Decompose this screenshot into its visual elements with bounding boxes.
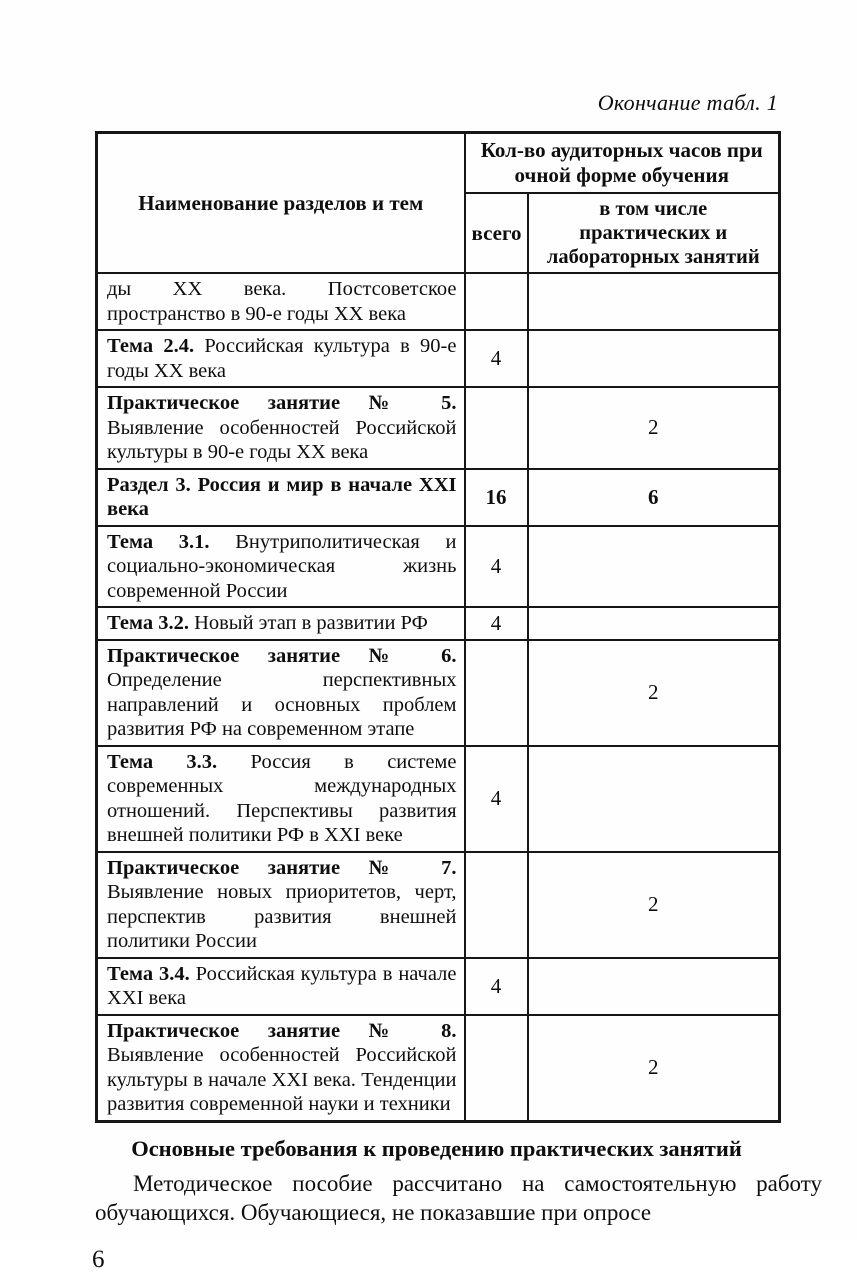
row-title-cell [97, 640, 465, 746]
table-header [97, 133, 780, 274]
row-title-lead: Практическое занятие № 7. [107, 856, 457, 879]
row-title-lead: Тема 2.4. [107, 335, 195, 357]
table-row [97, 958, 780, 1015]
row-title-lead: Практическое занятие № 5. [107, 392, 457, 414]
row-title-cell [97, 273, 465, 330]
row-title-cell [97, 469, 465, 526]
table-row [97, 746, 780, 852]
row-title-text: Внутриполитическая и социально-экономическая жизнь современной России [107, 530, 457, 602]
row-practical-hours: 2 [528, 1015, 780, 1122]
row-practical-hours [528, 330, 780, 387]
row-title-text: Выявление новых приоритетов, черт, перспектив развития внешней политики России [107, 881, 457, 952]
table-continuation-caption: Окончание табл. 1 [597, 90, 778, 115]
row-title-text: ды XX века. Постсоветское пространство в 90-е годы XX века [107, 278, 457, 325]
column-header-hours-group: Кол-во аудиторных часов при очной форме обучения [465, 133, 780, 194]
row-practical-hours: 2 [528, 852, 780, 958]
row-title-lead: Практическое занятие № 8. [107, 1019, 457, 1042]
row-total-hours [465, 387, 528, 469]
table-row [97, 526, 780, 608]
row-title-lead: Тема 3.3. [107, 750, 218, 773]
row-total-hours: 4 [465, 330, 528, 387]
row-practical-hours [528, 958, 780, 1015]
table-row [97, 330, 780, 387]
row-title-text: Выявление особенностей Российской культуры в начале XXI века. Тенденции развития современной науки и техники [107, 1044, 457, 1115]
row-title-cell [97, 387, 465, 469]
row-title-cell [97, 526, 465, 608]
row-title-cell [97, 852, 465, 958]
table-row [97, 1015, 780, 1122]
row-title-lead: Практическое занятие № 6. [107, 644, 457, 667]
row-title-lead: Тема 3.1. [107, 530, 210, 553]
row-title-lead: Тема 3.4. [107, 962, 190, 985]
row-practical-hours: 2 [528, 640, 780, 746]
row-title-text: Выявление особенностей Российской культуры в 90-е годы XX века [107, 416, 457, 463]
table-row [97, 607, 780, 640]
row-practical-hours [528, 746, 780, 852]
row-title-cell [97, 1015, 465, 1122]
row-title-cell [97, 607, 465, 640]
curriculum-hours-table [95, 131, 781, 1123]
column-header-section-name: Наименование разделов и тем [97, 133, 465, 274]
table-body [97, 273, 780, 1121]
body-paragraph: Методическое пособие рассчитано на самостоятельную работу обучающихся. Обучающиеся, не показавшие при опросе [95, 1170, 822, 1225]
row-total-hours: 4 [465, 958, 528, 1015]
row-total-hours [465, 273, 528, 330]
row-total-hours [465, 640, 528, 746]
row-title-cell [97, 330, 465, 387]
row-practical-hours: 6 [528, 469, 780, 526]
page-number: 6 [92, 1245, 105, 1273]
row-title-cell [97, 746, 465, 852]
table-row [97, 852, 780, 958]
row-total-hours [465, 852, 528, 958]
column-header-practical-hours: в том числе практических и лабораторных занятий [528, 193, 780, 273]
row-practical-hours [528, 273, 780, 330]
row-title-cell [97, 958, 465, 1015]
row-practical-hours [528, 607, 780, 640]
row-practical-hours [528, 526, 780, 608]
table-row [97, 273, 780, 330]
row-title-lead: Раздел 3. Россия и мир в начале XXI века [107, 473, 457, 520]
table-row [97, 640, 780, 746]
column-header-total-hours: всего [465, 193, 528, 273]
row-total-hours: 4 [465, 746, 528, 852]
table-row [97, 387, 780, 469]
row-total-hours [465, 1015, 528, 1122]
row-title-text: Определение перспективных направлений и основных проблем развития РФ на современном этапе [107, 669, 457, 740]
section-heading: Основные требования к проведению практических занятий [131, 1135, 742, 1161]
row-title-text: Россия в системе современных международных отношений. Перспективы развития внешней политики РФ в XXI веке [107, 750, 457, 846]
row-title-lead: Тема 3.2. [107, 612, 189, 634]
row-total-hours: 4 [465, 607, 528, 640]
table-row [97, 469, 780, 526]
page-content [92, 0, 822, 1274]
row-title-text: Российская культура в начале XXI века [107, 962, 457, 1009]
row-practical-hours: 2 [528, 387, 780, 469]
row-title-text: Российская культура в 90-е годы XX века [107, 335, 457, 382]
row-total-hours: 16 [465, 469, 528, 526]
row-total-hours: 4 [465, 526, 528, 608]
row-title-text: Новый этап в развитии РФ [188, 612, 428, 634]
